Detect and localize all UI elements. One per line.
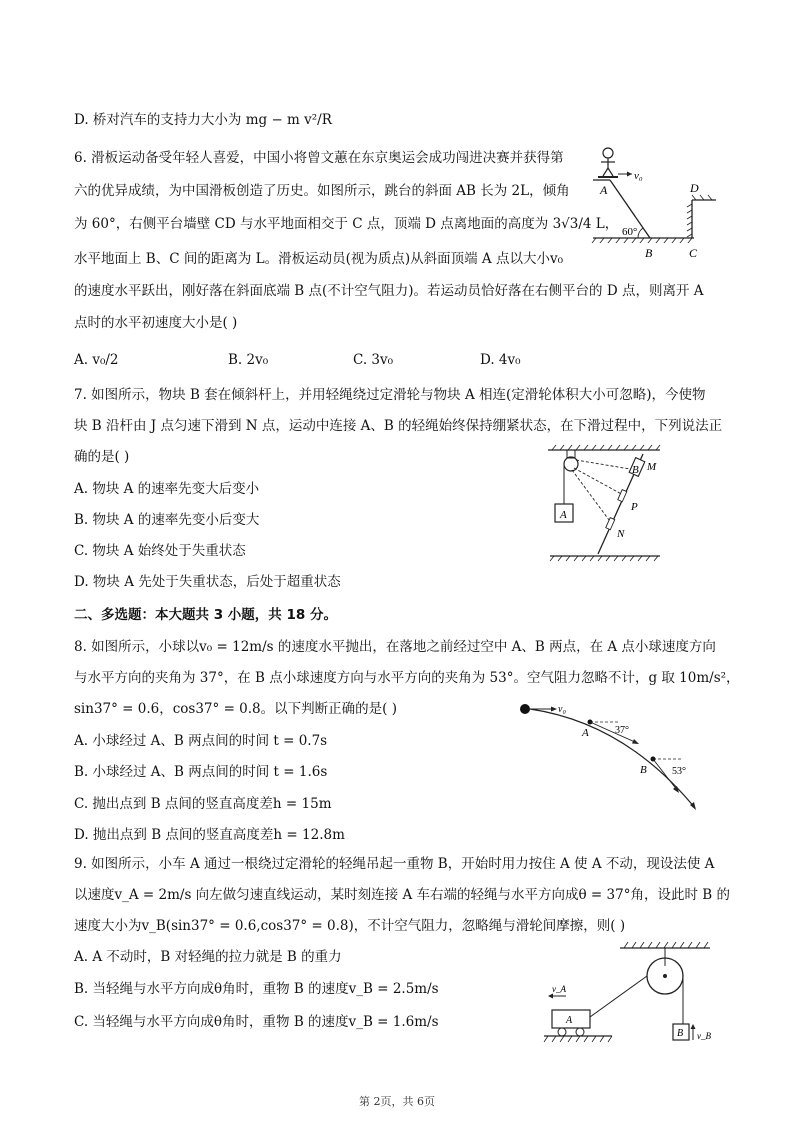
svg-text:A: A [566,1015,573,1026]
skater-head [603,148,613,158]
svg-text:M: M [647,461,657,473]
q7-figure [540,442,680,570]
q6-option-a: A. v₀/2 [74,352,119,368]
q6-option-c: C. 3v₀ [353,352,394,368]
q7-line-3: 确的是( ) [74,449,130,465]
svg-text:53°: 53° [672,766,686,777]
svg-text:B: B [640,764,647,776]
q6-figure [588,140,738,262]
q7-option-a: A. 物块 A 的速率先变大后变小 [74,481,260,497]
q8-line-3: sin37° = 0.6，cos37° = 0.8。以下判断正确的是( ) [74,701,397,717]
q6-line-2: 六的优异成绩，为中国滑板创造了历史。如图所示，跳台的斜面 AB 长为 2L，倾角 [74,183,570,199]
q9-option-b: B. 当轻绳与水平方向成θ角时，重物 B 的速度v_B = 2.5m/s [74,981,439,997]
q8-line-1: 8. 如图所示，小球以v₀ = 12m/s 的速度水平抛出，在落地之前经过空中 A、B 两点，在 A 点小球速度方向 [74,639,716,655]
q8-option-a: A. 小球经过 A、B 两点间的时间 t = 0.7s [74,733,328,749]
section-multiple-choice-heading: 二、多选题：本大题共 3 小题，共 18 分。 [74,607,337,623]
q7-option-d: D. 物块 A 先处于失重状态，后处于超重状态 [74,574,341,590]
svg-text:37°: 37° [615,725,629,736]
q7-line-1: 7. 如图所示，物块 B 套在倾斜杆上，并用轻绳绕过定滑轮与物块 A 相连(定滑轮体积大小可忽略)，今使物 [74,387,706,403]
svg-text:D: D [690,181,699,195]
svg-text:B: B [677,1028,684,1039]
svg-text:B: B [632,464,639,476]
q8-option-d: D. 抛出点到 B 点间的竖直高度差h = 12.8m [74,827,345,843]
svg-text:A: A [582,727,589,739]
q6-line-1: 6. 滑板运动备受年轻人喜爱，中国小将曾文蕙在东京奥运会成功闯进决赛并获得第 [74,150,564,166]
q9-figure [540,938,720,1050]
q6-line-3: 为 60°，右侧平台墙壁 CD 与水平地面相交于 C 点，顶端 D 点离地面的高度为 3√3/4 L， [74,216,619,232]
q9-option-a: A. A 不动时，B 对轻绳的拉力就是 B 的重力 [74,949,342,965]
q7-option-b: B. 物块 A 的速率先变小后变大 [74,512,260,528]
q8-figure [515,698,715,816]
page-footer: 第 2页，共 6页 [359,1095,435,1108]
q5-option-d: D. 桥对汽车的支持力大小为 mg − m v²/R [74,112,332,128]
svg-text:v₀: v₀ [558,704,566,715]
svg-text:60°: 60° [622,226,638,238]
svg-text:v_B: v_B [697,1031,711,1041]
svg-text:v_A: v_A [552,984,566,994]
svg-text:A: A [560,509,567,521]
q9-line-2: 以速度v_A = 2m/s 向左做匀速直线运动，某时刻连接 A 车右端的轻绳与水平方向成θ = 37°角，设此时 B 的 [74,887,730,903]
q9-option-c: C. 当轻绳与水平方向成θ角时，重物 B 的速度v_B = 1.6m/s [74,1014,439,1030]
q6-option-b: B. 2v₀ [228,352,269,368]
q6-line-4: 水平地面上 B、C 间的距离为 L。滑板运动员(视为质点)从斜面顶端 A 点以大小v₀ [74,251,563,267]
q8-line-2: 与水平方向的夹角为 37°，在 B 点小球速度方向与水平方向的夹角为 53°。空气阻力忽略不计，g 取 10m/s²， [74,670,740,686]
q6-line-5: 的速度水平跃出，刚好落在斜面底端 B 点(不计空气阻力)。若运动员恰好落在右侧平台的 D 点，则离开 A [74,283,704,299]
svg-text:A: A [600,183,608,197]
q9-line-3: 速度大小为v_B(sin37° = 0.6,cos37° = 0.8)，不计空气阻力，忽略绳与滑轮间摩擦，则( ) [74,918,626,934]
q7-line-2: 块 B 沿杆由 J 点匀速下滑到 N 点，运动中连接 A、B 的轻绳始终保持绷紧状态，在下滑过程中，下列说法正 [74,418,723,434]
svg-text:B: B [645,246,653,260]
ball [520,704,530,714]
q8-option-b: B. 小球经过 A、B 两点间的时间 t = 1.6s [74,764,328,780]
svg-text:P: P [631,501,638,513]
q9-line-1: 9. 如图所示，小车 A 通过一根绕过定滑轮的轻绳吊起一重物 B，开始时用力按住 A 使 A 不动，现设法使 A [74,856,715,872]
q6-line-6: 点时的水平初速度大小是( ) [74,315,238,331]
svg-text:N: N [617,528,625,540]
trajectory [530,709,695,808]
q6-option-d: D. 4v₀ [480,352,521,368]
svg-text:C: C [689,246,698,260]
q7-option-c: C. 物块 A 始终处于失重状态 [74,543,246,559]
svg-text:v₀: v₀ [634,170,643,182]
q8-option-c: C. 抛出点到 B 点间的竖直高度差h = 15m [74,796,332,812]
